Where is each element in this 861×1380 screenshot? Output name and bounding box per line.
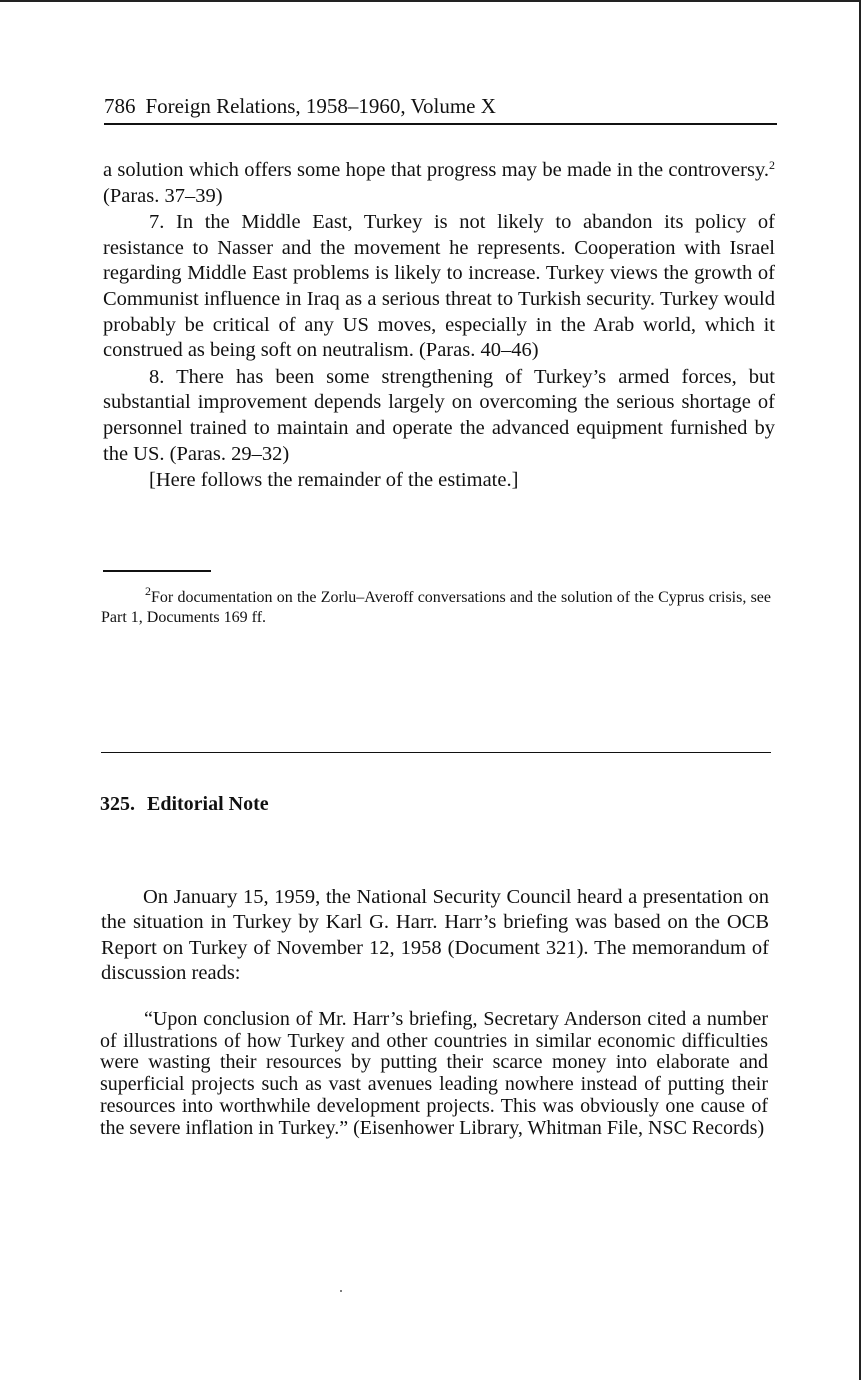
running-head-rule [104,123,777,125]
page-number: 786 [104,94,136,118]
paragraph-continued-ref: (Paras. 37–39) [103,184,223,207]
continuation-text [103,158,775,494]
section-divider-rule [101,752,771,753]
editorial-note-paragraph: On January 15, 1959, the National Security Council heard a presentation on the situation in Turkey by Karl G. Harr. Harr’s briefing was based on the OCB Report on Turkey of November 12, 1958 (Document 321). The memorandum of discussion reads: [101,885,769,985]
editorial-note-quote: “Upon conclusion of Mr. Harr’s briefing, Secretary Anderson cited a number of illustrations of how Turkey and other countries in similar economic difficulties were wasting their resources by putting their scarce money into elaborate and superficial projects such as vast avenues leading nowhere instead of putting their resources into worthwhile development projects. This was obviously one cause of the severe inflation in Turkey.” (Eisenhower Library, Whitman File, NSC Records) [100,1008,768,1139]
editorial-bracket: [Here follows the remainder of the estimate.] [149,469,519,492]
volume-title: Foreign Relations, 1958–1960, Volume X [145,94,496,118]
section-number: 325. [100,793,135,815]
paragraph-continued-text: a solution which offers some hope that progress may be made in the controversy. [103,159,769,181]
scan-top-edge [0,0,861,2]
footnote [101,584,771,628]
paragraph-8: 8. There has been some strengthening of Turkey’s armed forces, but substantial improvement depends largely on overcoming the serious shortage of personnel trained to maintain and operate the advanced equipment furnished by the US. (Paras. 29–32) [103,365,775,465]
section-heading [100,791,269,817]
section-title: Editorial Note [147,793,269,815]
footnote-text: For documentation on the Zorlu–Averoff conversations and the solution of the Cyprus crisis, see Part 1, Documents 169 ff. [101,589,771,626]
footnote-rule [103,570,211,572]
footnote-reference: 2 [769,158,775,172]
paragraph-continued [103,158,775,209]
scan-speck [340,1290,342,1292]
paragraph-7: 7. In the Middle East, Turkey is not likely to abandon its policy of resistance to Nasser and the movement he represents. Cooperation with Israel regarding Middle East problems is likely to increase. Turkey views the growth of Communist influence in Iraq as a serious threat to Turkish security. Turkey would probably be critical of any US moves, especially in the Arab world, which it construed as being soft on neutralism. (Paras. 40–46) [103,211,775,362]
running-head [104,92,776,120]
footnote-marker: 2 [145,584,151,598]
